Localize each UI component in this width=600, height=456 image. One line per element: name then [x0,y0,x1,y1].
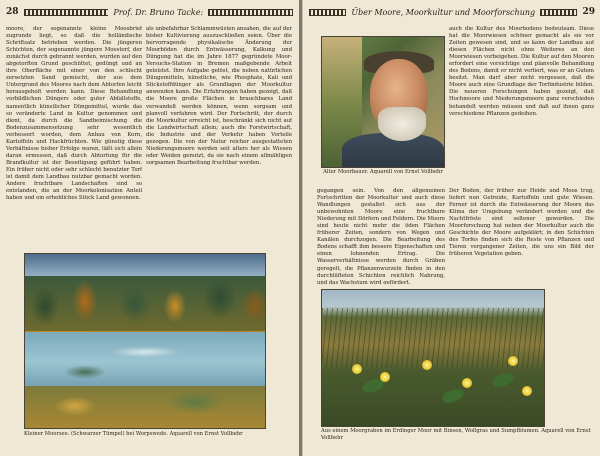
moor-painting-caption: Aus einem Moorgraben im Erdinger Moor mit Binsen, Wollgras und Sumpfblumen. Aquarell von Ernst Vollbehr [321,428,591,441]
right-column-2-text: Der Boden, der früher nur Heide und Moos trug, liefert nun Getreide, Kartoffeln und gute Wiesen. Ferner ist durch die Entwässerung der Moore das Klima der Umgebung verändert worden und die Nachtfröste sind seltener geworden. Die Moorforschung hat neben der Moorkultur auch die Geschichte der Moore aufgeklärt; in den Schichten des Torfes finden sich die Reste von Pflanzen und Tieren vergangener Zeiten, die uns ein Bild der früheren Vegetation geben. [449,188,594,258]
flower-icon [352,364,362,374]
left-column-1-text: moore, der sogenannte kleine Moosbrief zugrunde liegt, so daß die holländische Schriftsatz betrieben werden. Die jüngeren Schichten, der sogenannte jüngere Moostorf, der zunächst durch gebrannt werden, wurden auf den abgetorften Grund geschüttet, gedüngt und an ihre Oberfläche mit einer von den schlecht zersetzten Sand gemischt, der aus dem Untergrund des Moores nach dem Abtorfen leicht herausgeholt werden kann. Diese Behandlung vorbildlichen Düngers oder guter Abfallstoffe, namentlich künstlicher Düngemittel, wurde das so veränderte Land in Kultur genommen und dient, da durch die Sandbeimischung die Bodenzusammensetzung sehr wesentlich verbessert worden, dem Anbau von Korn, Kartoffeln und Hackfrüchten. Wie günstig diese Verhältnisse bisher Erfolge waren, läßt sich allein daran ermessen, daß durch Abtorfung für die Brandkultur ist der Beseitigung geführt haben. Ein früher nicht oder sehr schlecht benutzter Torf ist damit dem Landbau nutzbar gemacht worden. Andere fruchtbare Landschaften sind so entstanden, die an der Moorkolonisation Anteil haben und ein erhebliches Stück Land gewonnen. [6,26,142,202]
left-page-number: 28 [6,7,19,17]
flower-icon [522,386,532,396]
right-running-head-title: Über Moore, Moorkultur und Moorforschung [351,7,536,17]
lake-painting-caption: Kleiner Moorsee. (Schwarzer Tümpel) bei Worpswede. Aquarell von Ernst Vollbehr [24,431,243,437]
portrait-caption: Alter Moorbauer. Aquarell von Ernst Vollbehr [323,169,443,175]
right-page [302,0,600,456]
right-page-number: 29 [582,7,596,17]
flower-icon [508,356,518,366]
left-running-header [6,4,293,20]
moor-painting [321,289,545,427]
header-ornament [309,9,346,16]
flower-icon [422,360,432,370]
right-side-column-text: auch die Kultur des Moorbodens bedeutsam. Diese hat die Moorwiesen schöner gemacht als sie vor Zeiten gewesen sind, und so kann der Landbau auf diesen Flächen nicht ohne Weiteres an den Moorwiesen vorbeigehen. Die Kultur auf den Mooren erfordert eine vorsichtige und planvolle Behandlung des Bodens, damit er nicht verliert, was er an Gutem besitzt. Man darf aber nicht vergessen, daß die Moore auch eine Grundlage der Torfindustrie bilden. Die neueren Forschungen haben gezeigt, daß Hochmoore und Niederungsmoore ganz verschieden behandelt werden müssen und daß auf ihnen ganz verschiedene Pflanzen gedeihen. [449,26,594,117]
header-ornament [208,9,293,16]
header-ornament [540,9,577,16]
left-column-2-text: als unbefahrbar Schlammwüsten ansahen, die auf der bisher Kultivierung auszuschließen seien. Über die hervorragende physikalische Änderung der Moorböden durch Entwässerung, Kalkung und Düngung hat die im Jahre 1877 gegründete Moor-Versuchs-Station in Bremen maßgebende Arbeit geleistet. Ihre Aufgabe gelöst, die neben natürlichen Düngemitteln, künstliche, wie Phosphate, Kali und Stickstoffdünger als Grundlagen der Moorkultur anwenden kann. Die Erfahrungen haben gezeigt, daß die Moore große Flächen in brauchbares Land verwandelt werden können, wenn sorgsam und planvoll verfahren wird. Der Fortschritt, der durch die Moorkultur erreicht ist, beschränkt sich nicht auf die Landwirtschaft allein; auch die Forstwirtschaft, die Industrie und der Verkehr haben Vorteile gezogen. Die von der Natur reicher ausgestatteten Niederungsmoore werden seit alters her als Wiesen oder Weiden genutzt, da sie nach einem allmähligen sorgsamen Bearbeitung fruchtbar werden. [146,26,292,166]
portrait-painting [321,36,445,168]
lake-painting [24,253,266,429]
right-column-1-text: gegangen sein. Von den allgemeinen Fortschritten der Moorkultur und auch diese Wandlungen gestaltet sich aus der unbewohnten Moore eine fruchtbare Niederung mit Dörfern und Feldern. Die Moore sind heute nicht mehr die öden Flächen früherer Zeiten, sondern von Wegen und Kanälen durchzogen. Die Bearbeitung des Bodens schafft ihm bessere Eigenschaften und einen lohnenden Ertrag. Die Wasserverhältnisse werden durch Gräben geregelt, die Pflanzenwurzeln finden in den durchlüfteten Schichten reichlich Nahrung, und das Wachstum wird gefördert. [317,188,445,284]
flower-icon [380,372,390,382]
header-ornament [24,9,109,16]
flower-icon [462,378,472,388]
left-running-head-title: Prof. Dr. Bruno Tacke: [113,7,204,17]
right-running-header [309,4,595,20]
